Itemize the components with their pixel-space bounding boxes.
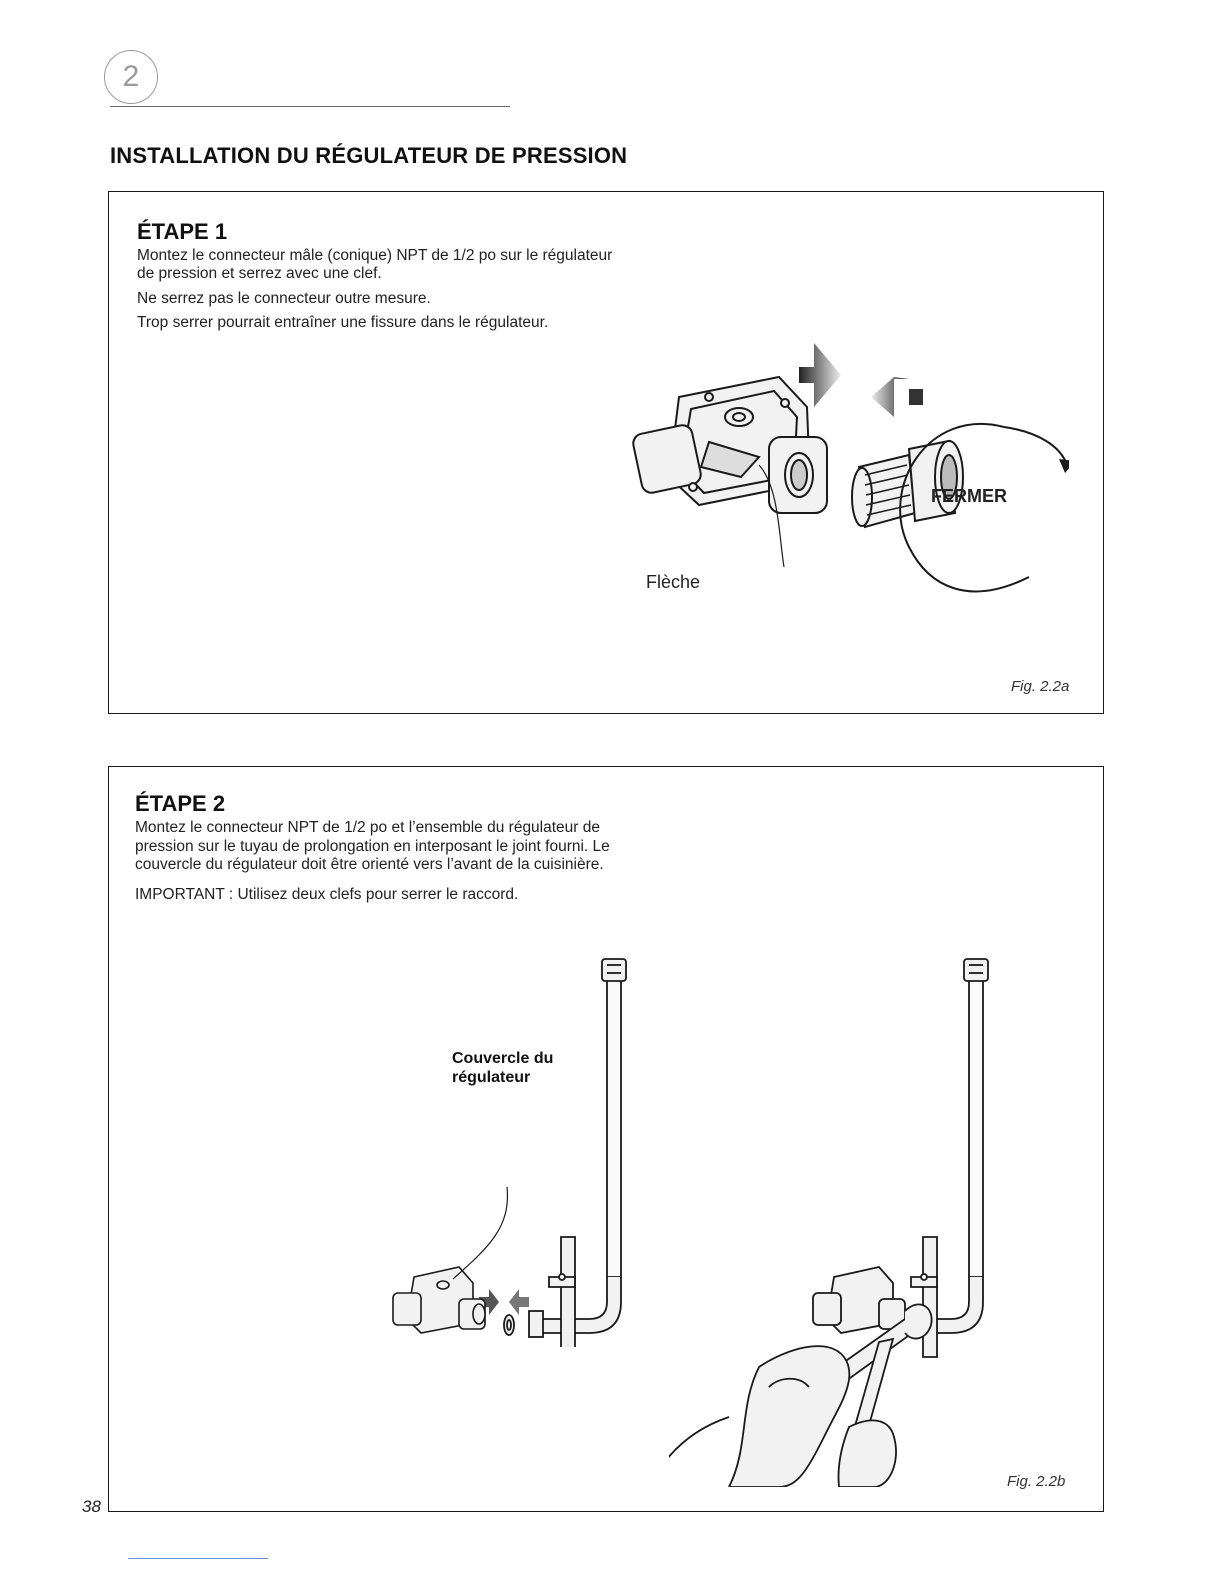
step2-paragraph1-line1: Montez le connecteur NPT de 1/2 po et l’ensemble du régulateur de <box>135 819 600 836</box>
arrow-label: Flèche <box>646 572 701 592</box>
step1-paragraph1-line2: de pression et serrez avec une clef. <box>137 265 382 282</box>
npt-connector-drawing <box>852 441 963 527</box>
step2-paragraph1-line3: couvercle du régulateur doit être orienté vers l’avant de la cuisinière. <box>135 856 604 873</box>
step2-paragraph1-line2: pression sur le tuyau de prolongation en interposant le joint fourni. Le <box>135 838 610 855</box>
rotation-arrow-icon <box>1059 459 1069 473</box>
step2-paragraph2: IMPORTANT : Utilisez deux clefs pour serrer le raccord. <box>135 886 519 903</box>
assembly-exploded-illustration <box>389 947 649 1347</box>
step2-panel <box>108 766 1104 1512</box>
footer-rule <box>128 1558 268 1559</box>
regulator-cover-label-line2: régulateur <box>452 1069 531 1086</box>
page-number: 38 <box>82 1497 101 1516</box>
step2-title: ÉTAPE 2 <box>135 791 226 816</box>
step1-paragraph2: Ne serrez pas le connecteur outre mesure. <box>137 290 431 307</box>
regulator-cover-label-line1: Couvercle du <box>452 1050 554 1067</box>
push-left-arrow-icon <box>509 1289 529 1315</box>
figure-2-2a-label: Fig. 2.2a <box>1011 678 1070 695</box>
figure-2-2b-label: Fig. 2.2b <box>1007 1473 1066 1490</box>
step1-title: ÉTAPE 1 <box>137 219 228 244</box>
step1-panel <box>108 191 1104 714</box>
step1-paragraph1-line1: Montez le connecteur mâle (conique) NPT de 1/2 po sur le régulateur <box>137 247 613 264</box>
section-title: INSTALLATION DU RÉGULATEUR DE PRESSION <box>110 143 628 168</box>
pressure-regulator-drawing <box>631 377 827 513</box>
step1-paragraph3: Trop serrer pourrait entraîner une fissure dans le régulateur. <box>137 314 549 331</box>
small-regulator-drawing <box>393 1267 485 1333</box>
close-label: FERMER <box>931 486 1007 506</box>
push-left-arrow-icon <box>871 377 909 417</box>
chapter-number-badge: 2 <box>104 50 158 104</box>
wrench-tightening-illustration <box>669 947 1009 1487</box>
push-right-arrow-icon <box>799 343 841 407</box>
chapter-divider <box>110 106 510 107</box>
